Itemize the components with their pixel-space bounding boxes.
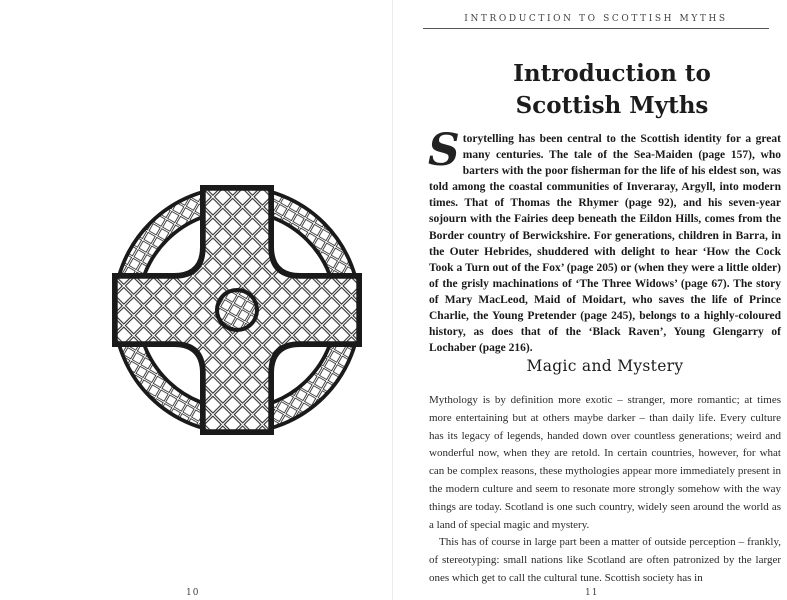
left-page — [0, 0, 393, 600]
page-number-right: 11 — [585, 588, 599, 598]
celtic-cross-illustration — [104, 177, 370, 443]
intro-paragraph — [428, 125, 781, 356]
section-heading: Magic and Mystery — [526, 357, 684, 375]
intro-text: torytelling has been central to the Scottish identity for a great many centuries. The tale of the Sea-Maiden (page 157), who barters with the poor fisherman for the life of his eldest son, was told among the coastal communities of Inveraray, Argyll, into modern times. That of Thomas the Rhymer (page 92), and his seven-year sojourn with the Fairies deep beneath the Eildon Hills, comes from the Border country of Berwickshire. For generations, children in Barra, in the Outer Hebrides, shuddered with delight to hear ‘How the Cock Took a Turn out of the Fox’ (page 205) or (when they were a little older) of the grisly machinations of ‘The Three Widows’ (page 67). The story of Mary MacLeod, Maid of Moidart, who saves the life of Prince Charlie, the Young Pretender (page 245), belongs to a highly-coloured history, as does that of the ‘Black Raven’, Young Glengarry of Lochaber (page 216). — [429, 133, 781, 355]
page-number-left: 10 — [186, 588, 200, 598]
chapter-title-line-1: Introduction to — [513, 60, 711, 87]
body-text — [429, 392, 781, 588]
body-paragraph-1: Mythology is by definition more exotic – stranger, more romantic; at times more entertaining but at others maybe darker – than daily life. Every culture has its legacy of legends, handed down over countless generations; weird and wonderful now, when they are retold. In certain countries, however, for what can be complex reasons, these mythologies appear more immediately present in the modern culture and seem to resonate more strongly somehow with the way things are today. Scotland is one such country, widely seen around the world as a land of special magic and mystery. — [429, 394, 781, 531]
right-page — [393, 0, 787, 600]
running-head: INTRODUCTION TO SCOTTISH MYTHS — [423, 14, 769, 29]
body-paragraph-2: This has of course in large part been a matter of outside perception – frankly, of stereotyping: small nations like Scotland are often patronized by the larger ones which get to call the cultural tune. Scottish society has in — [429, 536, 781, 584]
chapter-title — [437, 58, 787, 122]
chapter-title-line-2: Scottish Myths — [515, 92, 709, 119]
drop-cap: S — [428, 125, 460, 176]
